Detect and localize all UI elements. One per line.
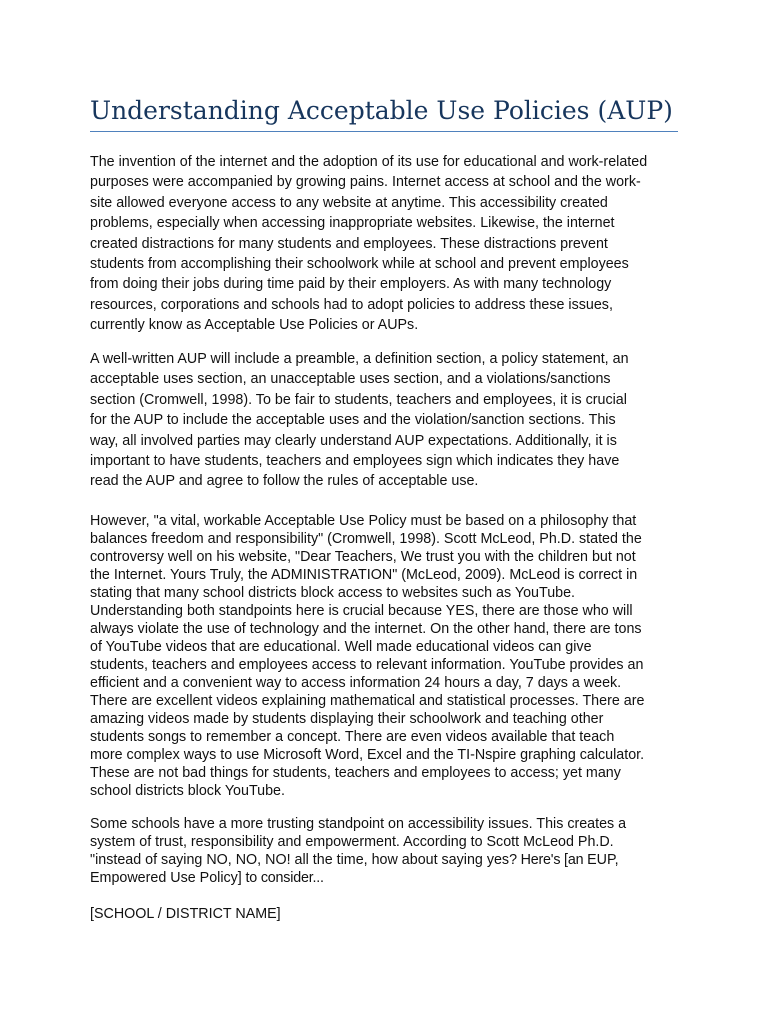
- text-line: However, "a vital, workable Acceptable Use Policy must be based on a philosophy that: [90, 513, 637, 529]
- text-line: students songs to remember a concept. There are even videos available that teach: [90, 729, 615, 745]
- text-line: controversy well on his website, "Dear Teachers, We trust you with the children but not: [90, 549, 636, 565]
- text-line: more complex ways to use Microsoft Word, Excel and the TI-Nspire graphing calculator.: [90, 747, 645, 763]
- document-title: Understanding Acceptable Use Policies (AUP): [90, 94, 678, 132]
- text-line: of YouTube videos that are educational. Well made educational videos can give: [90, 639, 592, 655]
- text-line: way, all involved parties may clearly understand AUP expectations. Additionally, it is: [90, 432, 617, 449]
- text-segment: Empowered Use Policy]: [90, 870, 242, 886]
- text-segment: "instead of saying NO, NO, NO! all the time, how about saying yes: [90, 852, 510, 868]
- text-segment: to consider...: [241, 870, 324, 886]
- text-segment: ? Here's [an: [509, 852, 588, 868]
- text-line: problems, especially when accessing inappropriate websites. Likewise, the internet: [90, 215, 615, 232]
- text-line: section (Cromwell, 1998). To be fair to students, teachers and employees, it is crucial: [90, 391, 627, 408]
- text-line: resources, corporations and schools had to adopt policies to address these issues,: [90, 296, 613, 313]
- text-line: [SCHOOL / DISTRICT NAME]: [90, 906, 281, 922]
- text-line: always violate the use of technology and the internet. On the other hand, there are tons: [90, 621, 642, 637]
- text-line: site allowed everyone access to any website at anytime. This accessibility created: [90, 194, 608, 211]
- text-line: acceptable uses section, an unacceptable uses section, and a violations/sanctions: [90, 371, 611, 388]
- text-line: important to have students, teachers and employees sign which indicates they have: [90, 453, 620, 470]
- paragraph-youtube: [90, 512, 680, 800]
- text-line: There are excellent videos explaining mathematical and statistical processes. There are: [90, 693, 645, 709]
- paragraph-eup: [90, 815, 680, 887]
- text-line: balances freedom and responsibility" (Cromwell, 1998). Scott McLeod, Ph.D. stated the: [90, 531, 642, 547]
- text-line: students from accomplishing their schoolwork while at school and prevent employees: [90, 256, 629, 273]
- text-line: currently know as Acceptable Use Policies or AUPs.: [90, 317, 419, 334]
- text-line: A well-written AUP will include a preamble, a definition section, a policy statement, an: [90, 351, 629, 367]
- text-line: [90, 851, 680, 869]
- text-line: Some schools have a more trusting standpoint on accessibility issues. This creates a: [90, 816, 627, 832]
- paragraph-intro: [90, 152, 680, 336]
- text-line: Understanding both standpoints here is crucial because YES, there are those who will: [90, 603, 633, 619]
- text-segment: EUP,: [587, 852, 619, 868]
- paragraph-school-name: [90, 904, 680, 924]
- text-line: for the AUP to include the acceptable uses and the violation/sanction sections. This: [90, 412, 616, 429]
- text-line: These are not bad things for students, teachers and employees to access; yet many: [90, 765, 621, 781]
- text-line: the Internet. Yours Truly, the ADMINISTRATION" (McLeod, 2009). McLeod is correct in: [90, 567, 638, 583]
- text-line: efficient and a convenient way to access information 24 hours a day, 7 days a week.: [90, 675, 622, 691]
- paragraph-aup-sections: [90, 349, 680, 492]
- text-line: system of trust, responsibility and empowerment. According to Scott McLeod Ph.D.: [90, 834, 614, 850]
- text-line: school districts block YouTube.: [90, 783, 285, 799]
- text-line: students, teachers and employees access to relevant information. YouTube provides an: [90, 657, 644, 673]
- text-line: from doing their jobs during time paid by their employers. As with many technology: [90, 276, 612, 293]
- text-line: amazing videos made by students displaying their schoolwork and teaching other: [90, 711, 604, 727]
- text-line: stating that many school districts block access to websites such as YouTube.: [90, 585, 576, 601]
- text-line: purposes were accompanied by growing pains. Internet access at school and the work-: [90, 174, 641, 191]
- text-line: created distractions for many students and employees. These distractions prevent: [90, 235, 608, 252]
- text-line: read the AUP and agree to follow the rules of acceptable use.: [90, 473, 479, 490]
- text-line: The invention of the internet and the adoption of its use for educational and work-related: [90, 154, 648, 170]
- text-line: [90, 869, 680, 887]
